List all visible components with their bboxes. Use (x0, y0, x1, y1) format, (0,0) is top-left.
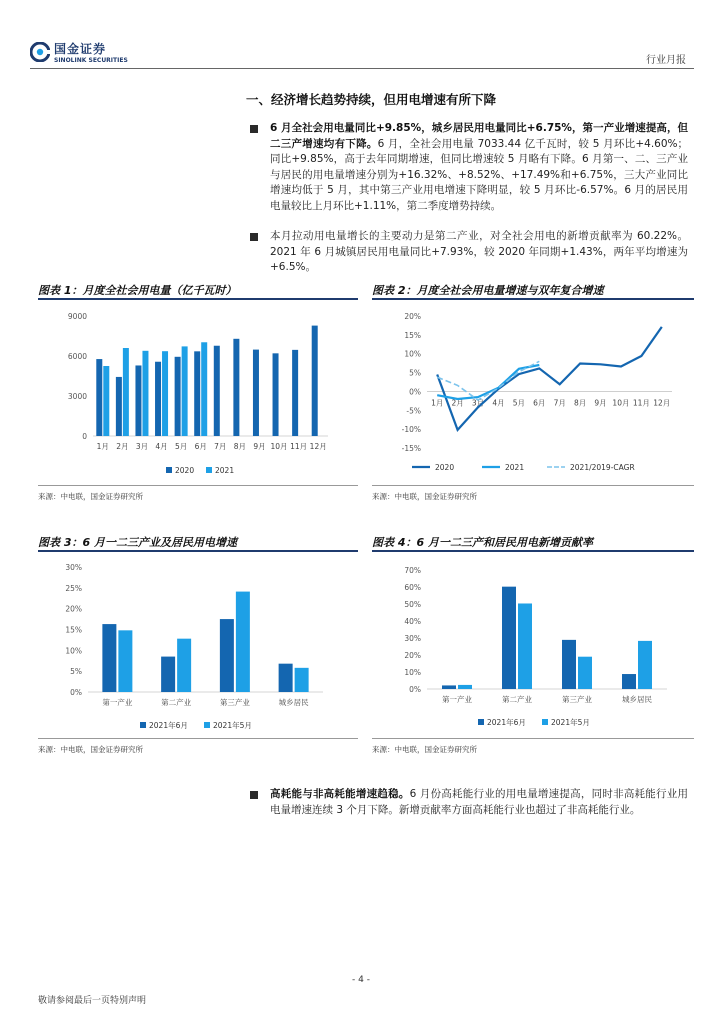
y-tick-label: 5% (409, 368, 421, 378)
figure-2-title: 图表 2：月度全社会用电量增速与双年复合增速 (372, 284, 604, 297)
y-tick-label: -15% (401, 444, 421, 453)
bar-2021年6月-第三产业 (220, 619, 234, 692)
x-tick-label: 5月 (174, 442, 188, 451)
bar-2021-2月 (123, 348, 129, 436)
x-tick-label: 9月 (594, 398, 607, 408)
figure-4-title: 图表 4：6 月一二三产和居民用电新增贡献率 (372, 536, 593, 549)
x-tick-label: 11月 (290, 442, 308, 451)
bar-2020-10月 (273, 353, 279, 436)
bar-2021年6月-第二产业 (161, 657, 175, 692)
bar-2021年6月-第三产业 (562, 640, 576, 689)
bar-2021年5月-第三产业 (578, 657, 592, 689)
y-tick-label: 30% (65, 563, 82, 572)
legend-label: 2021 (215, 466, 235, 475)
x-tick-label: 第一产业 (442, 695, 472, 704)
x-tick-label: 5月 (512, 398, 526, 408)
bar-2020-7月 (214, 346, 220, 436)
x-tick-label: 8月 (233, 442, 247, 451)
bar-2021年5月-第一产业 (458, 685, 472, 689)
figure-2-bottom-rule (372, 485, 694, 486)
y-tick-label: 6000 (67, 352, 87, 361)
x-tick-label: 9月 (253, 442, 266, 451)
bullet-icon (250, 233, 258, 241)
figure-1-source: 来源：中电联，国金证券研究所 (38, 492, 143, 501)
bar-2020-8月 (233, 339, 239, 436)
bar-2021-6月 (201, 342, 207, 436)
legend-label: 2021 (505, 463, 525, 472)
figure-2-chart (372, 300, 694, 480)
y-tick-label: 50% (404, 600, 421, 609)
x-tick-label: 1月 (96, 442, 109, 451)
x-tick-label: 第三产业 (562, 695, 592, 704)
x-tick-label: 1月 (431, 398, 444, 408)
paragraph-2-body: 本月拉动用电量增长的主要动力是第二产业，对全社会用电的新增贡献率为 60.22%。2021 年 6 月城镇居民用电量同比+7.93%，较 2020 年同期+1.43%，两年平均增速为+6.5%。 (270, 230, 688, 273)
y-tick-label: 10% (404, 668, 421, 677)
bar-2021年6月-城乡居民 (622, 674, 636, 689)
page-header (0, 0, 724, 80)
report-type-label: 行业月报 (646, 55, 686, 66)
y-tick-label: 20% (65, 604, 82, 614)
legend-label: 2020 (175, 466, 195, 475)
legend-swatch (166, 467, 172, 473)
paragraph-3-lead: 高耗能与非高耗能增速趋稳。 (270, 788, 410, 800)
x-tick-label: 6月 (194, 442, 207, 451)
paragraph-2 (270, 229, 688, 276)
logo-text-cn: 国金证券 (54, 42, 107, 56)
x-tick-label: 10月 (612, 398, 630, 408)
figure-4-chart (372, 552, 694, 734)
y-tick-label: 30% (404, 634, 421, 643)
y-tick-label: 9000 (67, 312, 87, 321)
figure-1-title: 图表 1：月度全社会用电量（亿千瓦时） (38, 284, 237, 297)
x-tick-label: 第二产业 (161, 698, 192, 707)
figure-3-source: 来源：中电联，国金证券研究所 (38, 745, 143, 754)
section-title: 一、经济增长趋势持续，但用电增速有所下降 (246, 92, 497, 107)
bar-2021年5月-第二产业 (518, 603, 532, 689)
y-tick-label: 20% (404, 312, 421, 321)
figure-3-title: 图表 3：6 月一二三产业及居民用电增速 (38, 536, 237, 549)
y-tick-label: 70% (404, 566, 421, 575)
bar-2021年6月-城乡居民 (279, 664, 293, 692)
legend-swatch (204, 722, 210, 728)
y-tick-label: 0% (70, 688, 82, 697)
x-tick-label: 3月 (471, 398, 485, 408)
x-tick-label: 10月 (270, 442, 288, 451)
y-tick-label: 15% (65, 625, 82, 635)
header-divider (30, 68, 694, 69)
legend-label: 2021/2019-CAGR (570, 463, 635, 472)
bar-2021年5月-城乡居民 (638, 641, 652, 689)
legend-swatch (140, 722, 146, 728)
y-tick-label: 40% (404, 617, 421, 626)
bar-2021-4月 (162, 351, 168, 436)
y-tick-label: 3000 (67, 392, 87, 401)
figure-4-source: 来源：中电联，国金证券研究所 (372, 745, 477, 754)
y-tick-label: 0% (409, 387, 421, 397)
bar-2020-9月 (253, 350, 259, 436)
paragraph-3 (270, 787, 688, 818)
legend-label: 2020 (435, 463, 455, 472)
bar-2020-6月 (194, 351, 200, 436)
x-tick-label: 12月 (653, 398, 671, 408)
x-tick-label: 12月 (309, 442, 327, 451)
bar-2021年6月-第一产业 (102, 624, 116, 692)
y-tick-label: 15% (404, 330, 421, 340)
bar-2020-3月 (135, 365, 141, 436)
x-tick-label: 城乡居民 (622, 695, 652, 704)
y-tick-label: 0% (409, 685, 421, 694)
x-tick-label: 7月 (553, 398, 566, 408)
figure-1-bottom-rule (38, 485, 358, 486)
y-tick-label: 60% (404, 583, 421, 592)
x-tick-label: 第一产业 (102, 698, 133, 707)
figure-3-bottom-rule (38, 738, 358, 739)
x-tick-label: 6月 (533, 398, 546, 408)
x-tick-label: 11月 (632, 398, 650, 408)
bar-2021年5月-第三产业 (236, 592, 250, 692)
x-tick-label: 8月 (573, 398, 587, 408)
x-tick-label: 2月 (116, 442, 129, 451)
footer-disclaimer: 敬请参阅最后一页特别声明 (38, 996, 147, 1006)
line-series-2020 (437, 327, 662, 430)
x-tick-label: 城乡居民 (278, 698, 309, 707)
paragraph-1-body: 6 月，全社会用电量 7033.44 亿千瓦时，较 5 月环比+4.60%；同比+9.85%，高于去年同期增速，但同比增速较 5 月略有下降。6 月第一、二、三产业与居民的用电量增速分别为+16.32%、+8.52%、+17.49%和+6.75%，三大产业同比增速均低于 5 月，其中第三产业用电增速下降明显，较 5 月环比-6.57%。6 月的居民用电量较比上月环比+1.11%，第二季度增势持续。 (270, 137, 689, 212)
x-tick-label: 4月 (155, 442, 168, 451)
sinolink-logo-icon (30, 42, 50, 62)
legend-label: 2021年5月 (213, 721, 252, 730)
x-tick-label: 4月 (492, 398, 505, 408)
bar-2021-3月 (142, 351, 148, 436)
y-tick-label: 20% (404, 651, 421, 660)
bar-2020-2月 (116, 377, 122, 436)
x-tick-label: 7月 (214, 442, 227, 451)
x-tick-label: 第三产业 (219, 698, 250, 707)
x-tick-label: 2月 (451, 398, 464, 408)
bar-2021年5月-城乡居民 (295, 668, 309, 692)
figure-1-chart (38, 300, 358, 480)
legend-label: 2021年5月 (551, 718, 590, 727)
bar-2020-5月 (175, 357, 181, 436)
legend-swatch (206, 467, 212, 473)
figure-2-source: 来源：中电联，国金证券研究所 (372, 492, 477, 501)
y-tick-label: 25% (65, 583, 82, 593)
bar-2020-4月 (155, 362, 161, 436)
legend-swatch (542, 719, 548, 725)
bar-2021-5月 (182, 346, 188, 436)
bar-2020-1月 (96, 359, 102, 436)
paragraph-1-lead: 6 月全社会用电量同比+9.85%，城乡居民用电量同比+6.75%，第一产业增速提高，但二三产增速均有下降。 (270, 122, 688, 150)
y-tick-label: -5% (406, 406, 421, 416)
x-tick-label: 第二产业 (502, 695, 532, 704)
y-tick-label: -10% (401, 425, 421, 435)
page-number: - 4 - (352, 975, 370, 985)
bar-2020-11月 (292, 350, 298, 436)
bar-2021-1月 (103, 366, 109, 436)
figure-3-chart (38, 552, 358, 734)
y-tick-label: 10% (404, 349, 421, 359)
y-tick-label: 5% (70, 667, 82, 677)
figure-4-bottom-rule (372, 738, 694, 739)
y-tick-label: 10% (65, 646, 82, 656)
bar-2021年6月-第二产业 (502, 587, 516, 689)
x-tick-label: 3月 (135, 442, 149, 451)
bar-2021年5月-第一产业 (118, 630, 132, 692)
legend-swatch (478, 719, 484, 725)
y-tick-label: 0 (82, 432, 87, 441)
bar-2021年6月-第一产业 (442, 685, 456, 689)
legend-label: 2021年6月 (487, 718, 526, 727)
bar-2020-12月 (312, 326, 318, 436)
logo-text-en: SINOLINK SECURITIES (54, 57, 128, 64)
bar-2021年5月-第二产业 (177, 639, 191, 692)
bullet-icon (250, 125, 258, 133)
paragraph-1 (270, 121, 688, 214)
legend-label: 2021年6月 (149, 721, 188, 730)
bullet-icon (250, 791, 258, 799)
paragraph-3-body: 6 月份高耗能行业的用电量增速提高，同时非高耗能行业用电量增速连续 3 个月下降。新增贡献率方面高耗能行业也超过了非高耗能行业。 (270, 788, 688, 816)
